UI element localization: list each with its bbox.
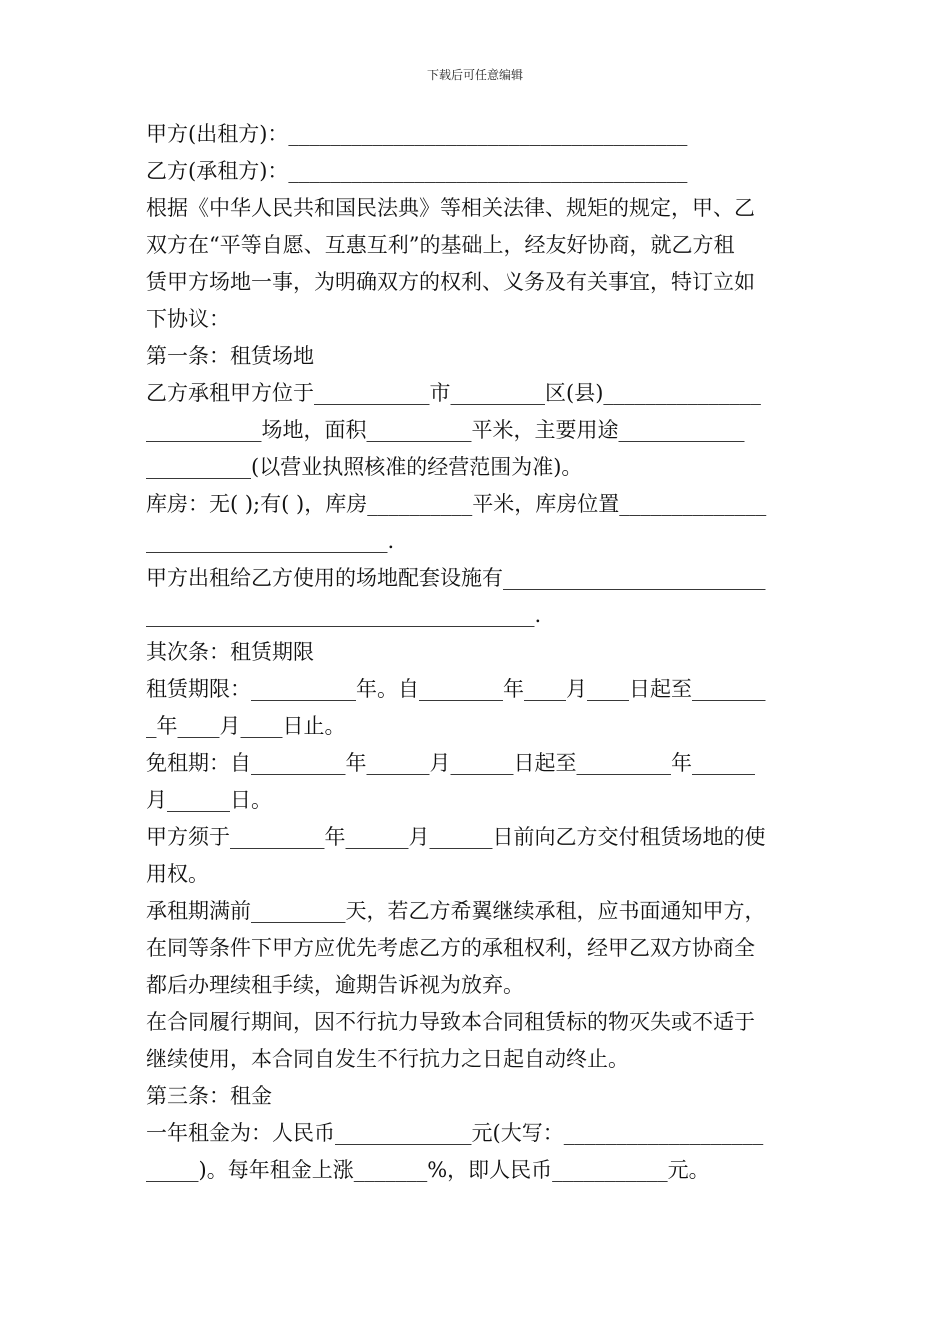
rent-free-line: 免租期：自_________年______月______日起至_________年______ — [146, 751, 755, 775]
rent-line: _____)。每年租金上涨_______%，即人民币___________元。 — [146, 1158, 710, 1182]
lease-term-line: 租赁期限：__________年。自________年____月____日起至_______ — [146, 677, 766, 701]
renewal-line: 在同等条件下甲方应优先考虑乙方的承租权利，经甲乙双方协商全 — [146, 936, 755, 960]
article-1-line: __________(以营业执照核准的经营范围为准)。 — [146, 455, 583, 479]
preamble-line: 赁甲方场地一事，为明确双方的权利、义务及有关事宜，特订立如 — [146, 270, 755, 294]
preamble-line: 根据《中华人民共和国民法典》等相关法律、规矩的规定，甲、乙 — [146, 196, 755, 220]
delivery-line: 用权。 — [146, 862, 209, 886]
force-majeure-line: 在合同履行期间，因不行抗力导致本合同租赁标的物灭失或不适于 — [146, 1010, 755, 1034]
article-1-heading: 第一条：租赁场地 — [146, 344, 314, 368]
contract-body — [146, 116, 810, 1189]
rent-line: 一年租金为：人民币_____________元(大写：___________________ — [146, 1121, 764, 1145]
force-majeure-line: 继续使用，本合同自发生不行抗力之日起自动终止。 — [146, 1047, 629, 1071]
preamble-line: 下协议： — [146, 307, 230, 331]
article-1-line: 乙方承租甲方位于___________市_________区(县)_______________ — [146, 381, 761, 405]
delivery-line: 甲方须于_________年______月______日前向乙方交付租赁场地的使 — [146, 825, 766, 849]
lease-term-line: _年____月____日止。 — [146, 714, 346, 738]
page-header-note: 下载后可任意编辑 — [426, 68, 523, 82]
party-a-line: 甲方(出租方)：______________________________________ — [146, 122, 688, 146]
article-3-heading: 第三条：租金 — [146, 1084, 272, 1108]
renewal-line: 都后办理续租手续，逾期告诉视为放弃。 — [146, 973, 524, 997]
renewal-line: 承租期满前_________天，若乙方希翼继续承租，应书面通知甲方， — [146, 899, 766, 923]
facilities-line: _____________________________________. — [146, 603, 542, 627]
article-2-heading: 其次条：租赁期限 — [146, 640, 314, 664]
party-b-line: 乙方(承租方)：______________________________________ — [146, 159, 688, 183]
article-1-line: ___________场地，面积__________平米，主要用途____________ — [146, 418, 745, 442]
rent-free-line: 月______日。 — [146, 788, 272, 812]
preamble-line: 双方在“平等自愿、互惠互利”的基础上，经友好协商，就乙方租 — [146, 233, 735, 257]
warehouse-line: _______________________. — [146, 529, 395, 553]
warehouse-line: 库房：无( );有( )，库房__________平米，库房位置______________ — [146, 492, 767, 516]
facilities-line: 甲方出租给乙方使用的场地配套设施有_________________________ — [146, 566, 766, 590]
